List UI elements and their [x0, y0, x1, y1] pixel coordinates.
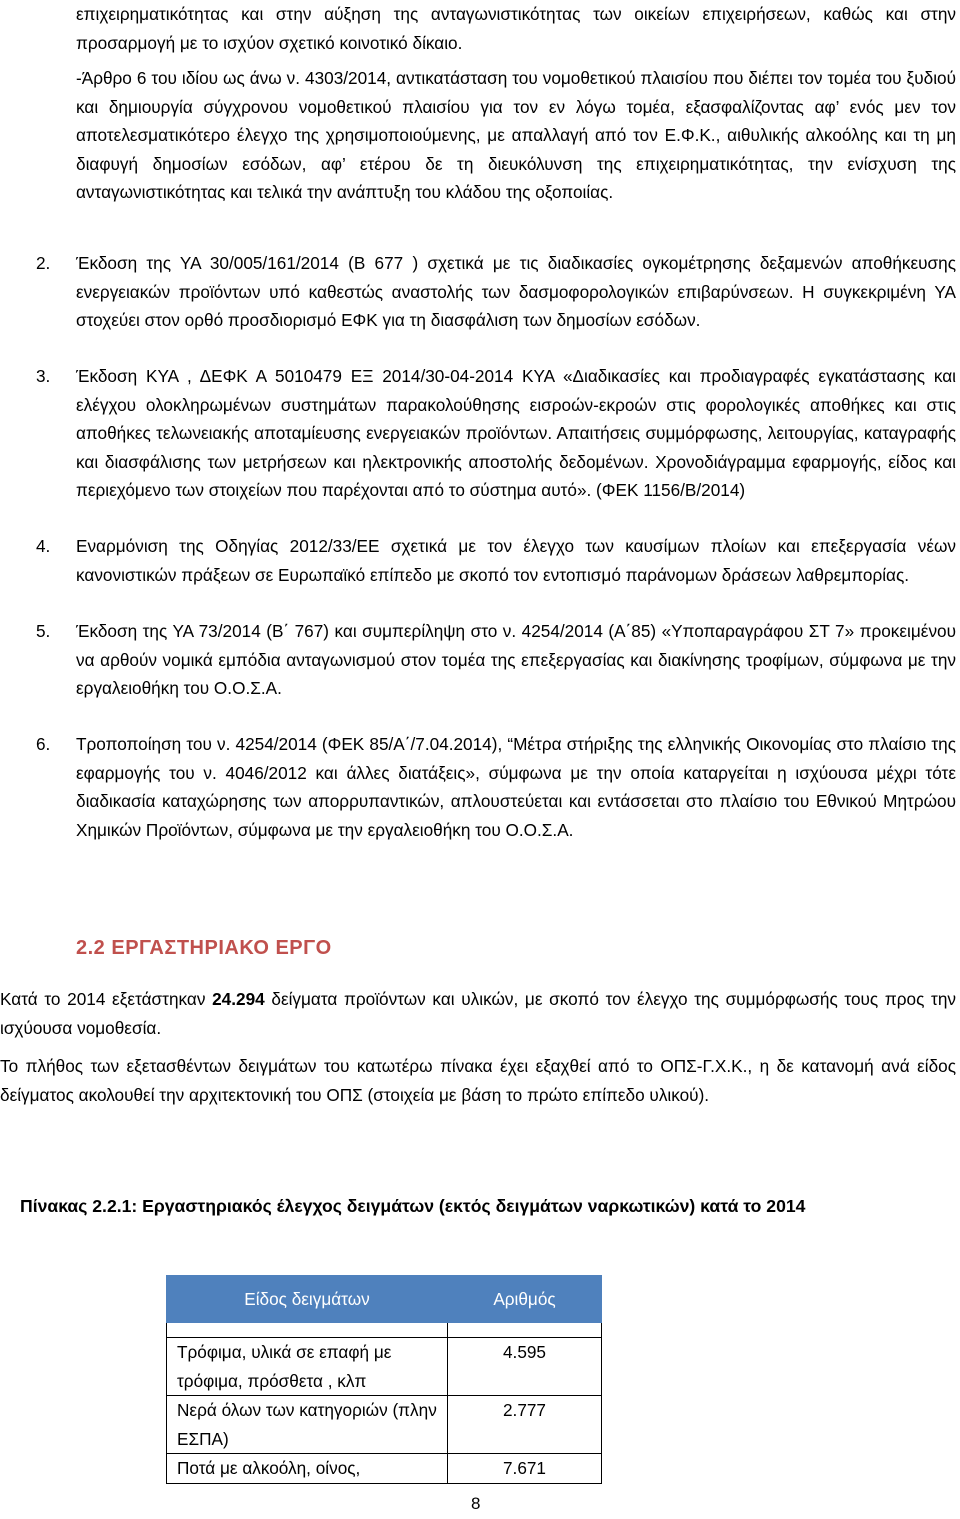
table-spacer-row — [167, 1323, 602, 1338]
sample-type-cell: Νερά όλων των κατηγοριών (πλην ΕΣΠΑ) — [167, 1396, 448, 1454]
list-item-number: 5. — [36, 621, 51, 641]
continuation-paragraph: επιχειρηματικότητας και στην αύξηση της ανταγωνιστικότητας των οικείων επιχειρήσεων, καθώς και στην προσαρμογή με το ισχύον σχετικό κοινοτικό δίκαιο. — [76, 4, 956, 53]
samples-paragraph: Το πλήθος των εξετασθέντων δειγμάτων του κατωτέρω πίνακα έχει εξαχθεί από το ΟΠΣ-Γ.Χ.Κ., η δε κατανομή ανά είδος δείγματος ακολουθεί την αρχιτεκτονική του ΟΠΣ (στοιχεία με βάση το πρώτο επίπεδο υλικού). — [0, 1056, 956, 1105]
list-item-text: Έκδοση της ΥΑ 73/2014 (Β΄ 767) και συμπερίληψη στο ν. 4254/2014 (Α΄85) «Υποπαραγράφου ΣΤ 7» προκειμένου να αρθούν νομικά εμπόδια ανταγωνισμού στον τομέα της επεξεργασίας και διακίνησης τροφίμων, σύμφωνα με την εργαλειοθήκη του Ο.Ο.Σ.Α. — [76, 621, 956, 699]
table-row — [167, 1338, 602, 1396]
list-item-number: 6. — [36, 734, 51, 754]
table-row — [167, 1396, 602, 1454]
page-number: 8 — [471, 1494, 481, 1513]
sample-count-cell: 4.595 — [448, 1338, 602, 1396]
list-item-text: Έκδοση της ΥΑ 30/005/161/2014 (Β 677 ) σχετικά με τις διαδικασίες ογκομέτρησης δεξαμενών αποθήκευσης ενεργειακών προϊόντων υπό καθεστώς αναστολής των δασμοφορολογικών επιβαρύνσεων. Η συγκεκριμένη ΥΑ στοχεύει στον ορθό προσδιορισμό ΕΦΚ για τη διασφάλιση των δημοσίων εσόδων. — [76, 253, 956, 331]
list-item-number: 2. — [36, 253, 51, 273]
list-item-text: Τροποποίηση του ν. 4254/2014 (ΦΕΚ 85/Α΄/7.04.2014), “Μέτρα στήριξης της ελληνικής Οικονομίας στο πλαίσιο της εφαρμογής του ν. 4046/2012 και άλλες διατάξεις», σύμφωνα με την οποία καταργείται η ισχύουσα μέχρι τότε διαδικασία καταχώρησης των απορρυπαντικών, απλουστεύεται και εντάσσεται στο πλαίσιο του Εθνικού Μητρώου Χημικών Προϊόντων, σύμφωνα με την εργαλειοθήκη του Ο.Ο.Σ.Α. — [76, 734, 956, 840]
table-caption: Πίνακας 2.2.1: Εργαστηριακός έλεγχος δειγμάτων (εκτός δειγμάτων ναρκωτικών) κατά το 2014 — [20, 1196, 806, 1216]
list-item-number: 4. — [36, 536, 51, 556]
lab-text-before: Κατά το 2014 εξετάστηκαν — [0, 989, 213, 1009]
article-6-paragraph: -Άρθρο 6 του ιδίου ως άνω ν. 4303/2014, αντικατάσταση του νομοθετικού πλαισίου που διέπει τον τομέα του ξυδιού και δημιουργία σύγχρονου νομοθετικού πλαισίου για τον εν λόγω τομέα, εξασφαλίζοντας αφ’ ενός μεν τον αποτελεσματικότερο έλεγχο της χρησιμοποιούμενης, με απαλλαγή από τον Ε.Φ.Κ., αιθυλικής αλκοόλης και τη μη διαφυγή δημοσίων εσόδων, αφ’ ετέρου δε τη διευκόλυνση της επιχειρηματικότητας, την ενίσχυση της ανταγωνιστικότητας και τελικά την ανάπτυξη του κλάδου της οξοποιίας. — [76, 68, 956, 203]
sample-type-cell: Ποτά με αλκοόλη, οίνος, — [167, 1454, 448, 1484]
sample-type-cell: Τρόφιμα, υλικά σε επαφή με τρόφιμα, πρόσθετα , κλπ — [167, 1338, 448, 1396]
samples-table — [166, 1275, 602, 1484]
column-header-sample-type: Είδος δειγμάτων — [167, 1276, 448, 1323]
list-item-text: Εναρμόνιση της Οδηγίας 2012/33/ΕΕ σχετικά με τον έλεγχο των καυσίμων πλοίων και επεξεργασία νέων κανονιστικών πράξεων σε Ευρωπαϊκό επίπεδο με σκοπό τον εντοπισμό παράνομων δράσεων λαθρεμπορίας. — [76, 536, 956, 585]
table-row — [167, 1454, 602, 1484]
sample-count-cell: 2.777 — [448, 1396, 602, 1454]
sample-count-cell: 7.671 — [448, 1454, 602, 1484]
column-header-count: Αριθμός — [448, 1276, 602, 1323]
section-heading: 2.2 ΕΡΓΑΣΤΗΡΙΑΚΟ ΕΡΓΟ — [76, 937, 332, 959]
table-header-row — [167, 1276, 602, 1323]
list-item-number: 3. — [36, 366, 51, 386]
list-item-text: Έκδοση ΚΥΑ , ΔΕΦΚ Α 5010479 ΕΞ 2014/30-04-2014 ΚΥΑ «Διαδικασίες και προδιαγραφές εγκατάστασης και ελέγχου ολοκληρωμένων συστημάτων παρακολούθησης εισροών-εκροών στις φορολογικές αποθήκες και στις αποθήκες τελωνειακής αποταμίευσης ενεργειακών προϊόντων. Απαιτήσεις συμμόρφωσης, λειτουργίας, καταγραφής και διασφάλισης των μετρήσεων και ηλεκτρονικής αποστολής δεδομένων. Χρονοδιάγραμμα εφαρμογής, είδος και περιεχόμενο των στοιχείων που παρέχονται από το σύστημα αυτό». (ΦΕΚ 1156/Β/2014) — [76, 366, 956, 501]
lab-sample-total: 24.294 — [212, 989, 265, 1009]
lab-text-after: δείγματα προϊόντων και υλικών, με σκοπό τον έλεγχο της συμμόρφωσής τους προς την ισχύουσα νομοθεσία. — [0, 989, 956, 1038]
lab-work-paragraph — [0, 985, 956, 1042]
